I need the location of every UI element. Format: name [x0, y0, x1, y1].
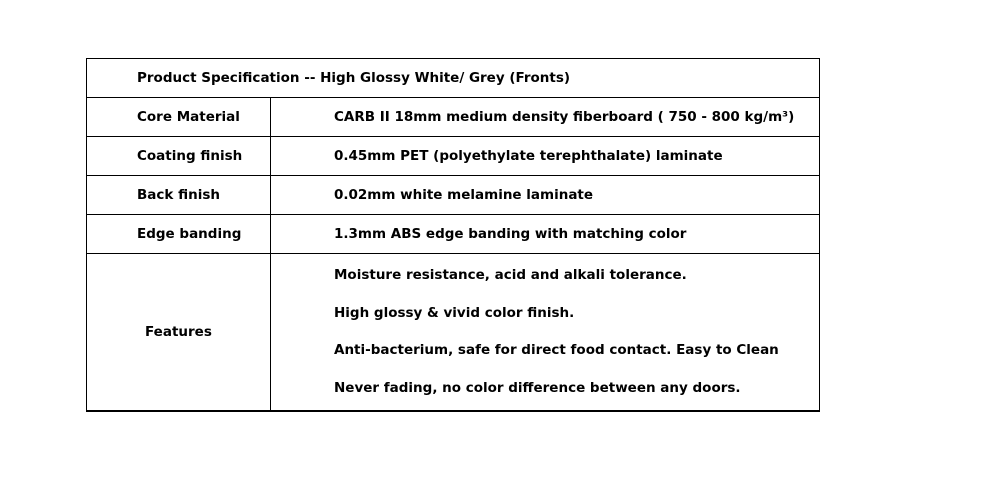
spec-row-edge-banding [87, 215, 820, 254]
spec-row-core-material [87, 98, 820, 137]
feature-item: Never fading, no color difference between any doors. [334, 379, 741, 396]
feature-item: Moisture resistance, acid and alkali tolerance. [334, 267, 687, 283]
spec-label: Core Material [87, 98, 271, 137]
table-title: Product Specification -- High Glossy White/ Grey (Fronts) [87, 59, 820, 98]
spec-row-coating-finish [87, 137, 820, 176]
spec-value: 0.45mm PET (polyethylate terephthalate) laminate [271, 137, 820, 176]
spec-row-back-finish [87, 176, 820, 215]
spec-label: Back finish [87, 176, 271, 215]
feature-item: High glossy & vivid color finish. [334, 304, 575, 321]
features-list [271, 254, 820, 412]
spec-value: CARB II 18mm medium density fiberboard ( 750 - 800 kg/m³) [271, 98, 820, 137]
spec-label: Coating finish [87, 137, 271, 176]
spec-label: Edge banding [87, 215, 271, 254]
title-row [87, 59, 820, 98]
spec-row-features [87, 254, 820, 412]
spec-table [86, 58, 820, 412]
features-label: Features [87, 254, 271, 412]
spec-value: 1.3mm ABS edge banding with matching color [271, 215, 820, 254]
feature-item: Anti-bacterium, safe for direct food contact. Easy to Clean [334, 342, 779, 358]
spec-value: 0.02mm white melamine laminate [271, 176, 820, 215]
